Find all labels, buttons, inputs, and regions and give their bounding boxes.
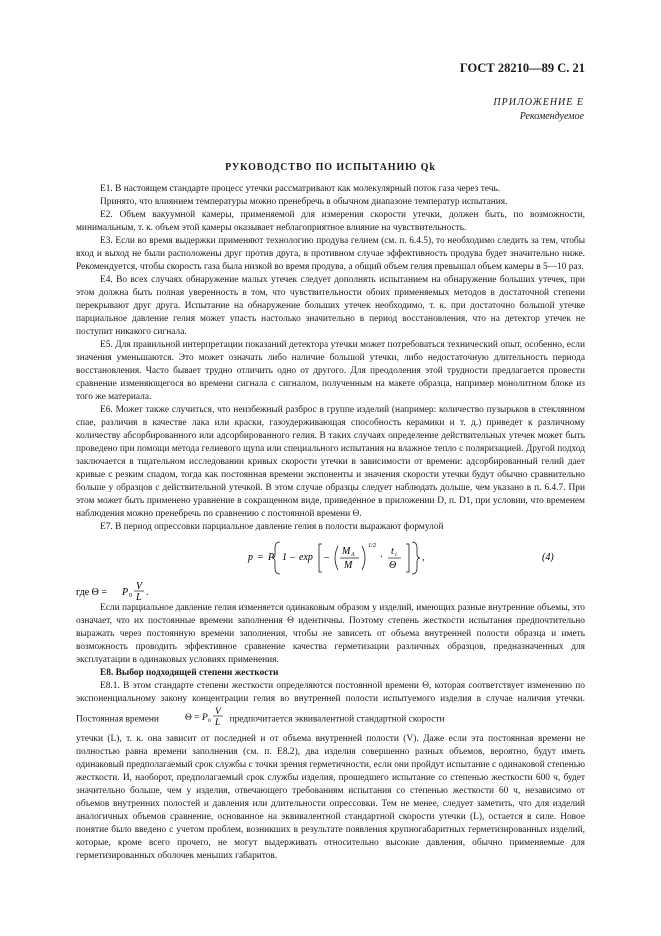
paragraph-e4: E4. Во всех случаях обнаружение малых утечек следует дополнять испытанием на обнаружение больших утечек, при этом должна быть полная уверенность в том, что чувствительности обоих применяемых методов в достаточной степени перекрывают друг друга. Испытание на обнаружение больших утечек необходимо, т. к. при достаточно большой утечке парциальное давление гелия может упасть настолько значительно в период восстановления, что на детектор утечек не поступит никакого сигнала. (76, 275, 585, 337)
svg-text:L: L (215, 718, 221, 728)
svg-text:·: · (380, 552, 383, 563)
svg-text:P: P (202, 713, 208, 723)
formula-p: P (268, 552, 275, 563)
svg-text:0: 0 (208, 718, 211, 724)
svg-text:–: – (324, 552, 329, 563)
appendix-title: ПРИЛОЖЕНИЕ Е (493, 97, 584, 108)
paragraph-e3: E3. Если во время выдержки применяют технологию продува гелием (см. п. 6.4.5), то необходимо следить за тем, чтобы вход и выход не были расположены друг против друга, в противном случае эффективность продува будет значительно ниже. Рекомендуется, чтобы скорость газа была низкой во время продува, а общий объем гелия превышал объем камеры в 5—10 раз. (76, 236, 585, 272)
formula-t-num: t (391, 546, 394, 557)
svg-text:,: , (422, 552, 425, 563)
document-title: РУКОВОДСТВО ПО ИСПЫТАНИЮ Qk (225, 162, 436, 173)
appendix-label (493, 96, 584, 124)
svg-text:.: . (146, 587, 149, 598)
svg-text:P: P (122, 587, 129, 598)
paragraph-e5: E5. Для правильной интерпретации показаний детектора утечки может потребоваться технический опыт, особенно, если значения уменьшаются. Это может означать либо наличие большой утечки, либо недостаточную длительность периода восстановления. Часто бывает трудно отличить одно от другого. Для преодоления этой трудности предлагается провести сравнение изменяющегося во времени сигнала с сигналом, полученным на макете образца, например монолитном блоке из того же материала. (76, 340, 585, 402)
paragraph-e7-after: Если парциальное давление гелия изменяется одинаковым образом у изделий, имеющих разные внутренние объемы, это означает, что их постоянные времени заполнения Θ идентичны. Поэтому степень жесткости испытания предпочтительно выражать через постоянную времени заполнения, чтобы не зависеть от объема внутренней полости образца и иметь возможность проводить эффективное сравнение качества герметизации различных образцов, предназначенных для эксплуатации в одинаковых условиях применения. (76, 603, 585, 665)
formula-power: 1/2 (368, 542, 377, 549)
section-e8-heading: E8. Выбор подходящей степени жесткости (100, 668, 279, 678)
equation-number: (4) (542, 552, 554, 563)
svg-text:0: 0 (129, 593, 132, 599)
svg-text:V: V (136, 581, 143, 592)
svg-text:i: i (395, 552, 397, 558)
paragraph-e1: E1. В настоящем стандарте процесс утечки рассматривают как молекулярный поток газа через течь. (100, 184, 501, 194)
formula-m-num: M (342, 546, 351, 557)
paragraph-e7: E7. В период опрессовки парциальное давление гелия в полости выражают формулой (100, 522, 444, 532)
appendix-status: Рекомендуемое (519, 111, 584, 122)
svg-text:=: = (257, 552, 264, 563)
formula-one: 1 (282, 552, 287, 563)
document-body (76, 183, 585, 863)
paragraph-e8-1-continued: утечки (L), т. к. она зависит от последней и от объема внутренней полости (V). Даже если эта постоянная времени не полностью равна времени заполнения (см. п. E8.2), два изделия совершенно разных объемов, вероятно, будут иметь одинаковый предполагаемый срок службы с точки зрения герметичности, если они пройдут испытание с одинаковой степенью жесткости. И, наоборот, предполагаемый срок службы изделия, прошедшего испытание со степенью жесткости 600 ч, будет значительно больше, чем у изделия, отвечающего требованиям испытания со степенью жесткости 60 ч, независимо от объемов внутренних полостей и давления или длительности опрессовки. Тем не менее, следует заметить, что для изделий аналогичных объемов сравнение, основанное на эквивалентной стандартной скорости утечки (L), остается в силе. Новое понятие было введено с учетом проблем, возникших в результате появления крупногабаритных герметизированных изделий, которые, кроме всего прочего, не могут выдерживать относительно высокие давления, обычно применяемые для герметизированных оболочек меньших габаритов. (76, 734, 585, 861)
formula-4 (76, 536, 585, 580)
svg-text:–: – (290, 552, 295, 563)
paragraph-e2: E2. Объем вакуумной камеры, применяемой для измерения скорости утечки, должен быть, по возможности, минимальным, т. к. объем этой камеры оказывает неблагоприятное влияние на чувствительность. (76, 210, 585, 233)
svg-text:V: V (215, 707, 221, 717)
formula-m-den: M (344, 560, 353, 571)
page-header: ГОСТ 28210—89 С. 21 (459, 61, 585, 75)
formula-t-den: Θ (389, 560, 397, 571)
paragraph-e6: E6. Может также случиться, что неизбежный разброс в группе изделий (например: количество пузырьков в стеклянном спае, различия в качестве лака или краски, газоудерживающая способность керамики и т. д.) приведет к различному количеству абсорбированного или адсорбированного гелия. В таких случаях определение действительных утечек может быть проведено при помощи метода гелиевого щупа или специального испытания на влажное тепло с поляризацией. Другой подход заключается в тщательном исследовании кривых скорости утечки в зависимости от времени: адсорбированный гелий дает кривые с резким спадом, тогда как постоянная времени экспоненты и значения скорости утечки будут обычно сравнительно больше у образцов с действительной утечкой. В этом случае образцы следует наблюдать дольше, чем указано в п. 6.4.7. При этом может быть применено уравнение в сокращенном виде, приведенное в приложении D, п. D1, при условии, что временем наблюдения можно пренебречь по сравнению с постоянной времени Θ. (76, 405, 585, 519)
formula-lhs: p (248, 552, 253, 563)
paragraph-e8-1: E8.1. В этом стандарте степени жесткости определяются постоянной времени Θ, которая соответствует изменению по экспоненциальному закону концентрации гелия во внутренней полости испытуемого изделия в случае наличия утечки. Постоянная времени Θ = P 0 V L предпочитается эквивалентной стандартной скорости (76, 680, 585, 733)
where-label: где Θ = (76, 587, 107, 598)
formula-exp: exp (299, 552, 313, 563)
svg-text:L: L (136, 592, 142, 602)
svg-text:Θ =: Θ = (185, 713, 200, 723)
inline-theta-formula (161, 706, 227, 733)
svg-text:A: A (351, 552, 355, 558)
formula-where (76, 580, 585, 602)
paragraph-e1-continued: Принято, что влиянием температуры можно пренебречь в обычном диапазоне температур испытания. (100, 197, 508, 207)
